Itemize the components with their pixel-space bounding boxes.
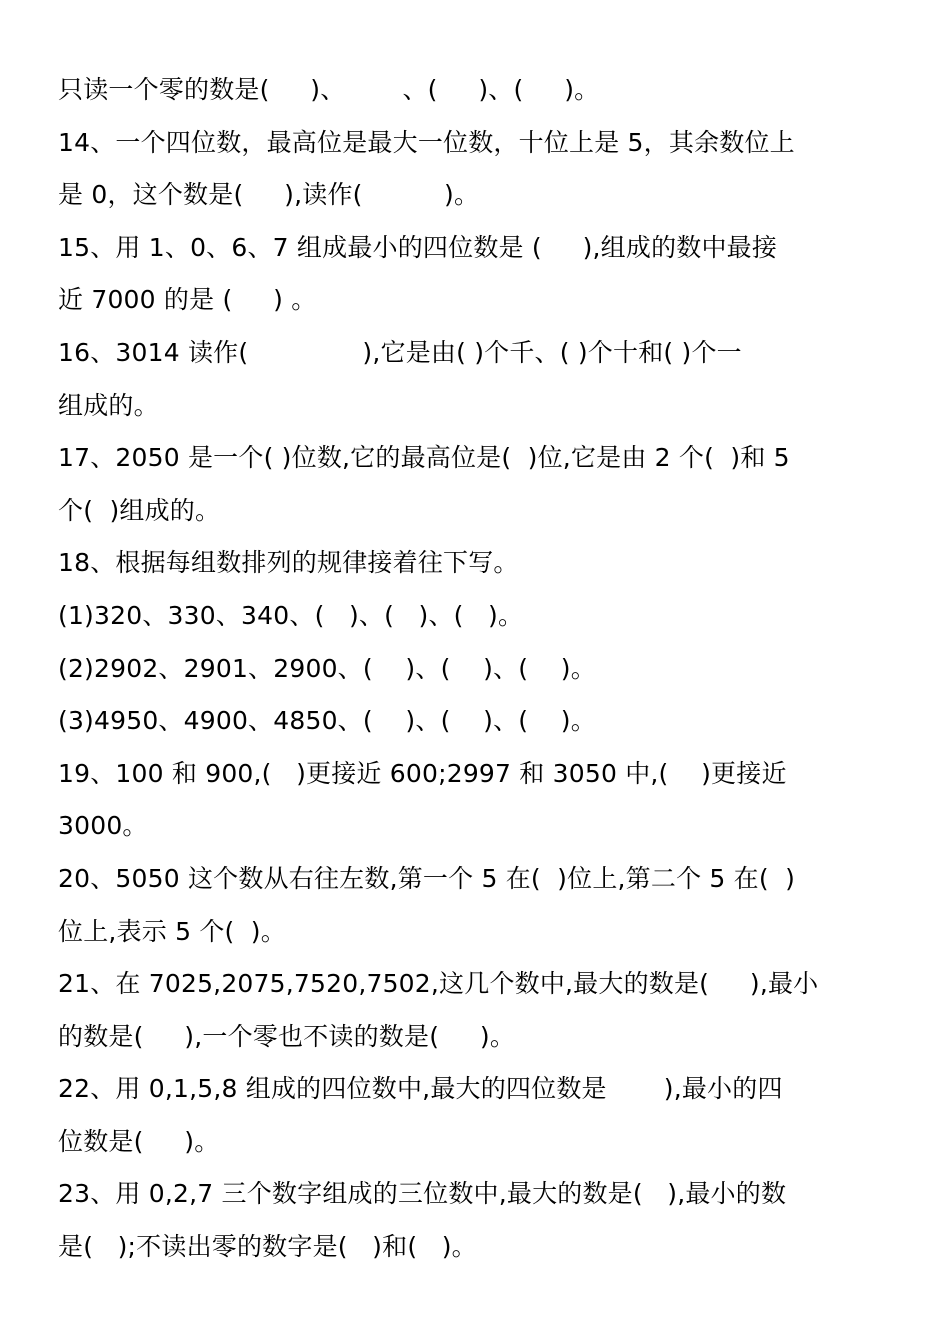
question-21: 21、在 7025,2075,7520,7502,这几个数中,最大的数是( ),最小 [58,969,819,999]
question-21-cont: 的数是( ),一个零也不读的数是( )。 [58,1021,516,1051]
question-22-cont: 位数是( )。 [58,1126,220,1156]
question-19: 19、100 和 900,( )更接近 600;2997 和 3050 中,( )更接近 [58,758,787,788]
question-17-cont: 个( )组成的。 [58,495,221,525]
question-20-cont: 位上,表示 5 个( )。 [58,916,286,946]
question-20: 20、5050 这个数从右往左数,第一个 5 在( )位上,第二个 5 在( ) [58,863,796,893]
question-18-part-3: (3)4950、4900、4850、( )、( )、( )。 [58,706,596,736]
question-23-cont: 是( );不读出零的数字是( )和( )。 [58,1232,477,1262]
question-16-cont: 组成的。 [58,390,159,420]
question-23: 23、用 0,2,7 三个数字组成的三位数中,最大的数是( ),最小的数 [58,1179,787,1209]
question-17: 17、2050 是一个( )位数,它的最高位是( )位,它是由 2 个( )和 5 [58,443,790,473]
question-18-part-1: (1)320、330、340、( )、( )、( )。 [58,600,524,630]
question-18-part-2: (2)2902、2901、2900、( )、( )、( )。 [58,653,596,683]
question-15-cont: 近 7000 的是 ( ) 。 [58,285,317,315]
question-16: 16、3014 读作( ),它是由( )个千、( )个十和( )个一 [58,337,742,367]
question-14: 14、一个四位数，最高位是最大一位数，十位上是 5，其余数位上 [58,127,795,157]
worksheet-page [58,64,898,1274]
question-15: 15、用 1、0、6、7 组成最小的四位数是 ( ),组成的数中最接 [58,232,778,262]
question-18: 18、根据每组数排列的规律接着往下写。 [58,548,519,578]
question-19-cont: 3000。 [58,811,148,841]
text-line: 只读一个零的数是( )、 、( )、( )。 [58,75,600,104]
question-22: 22、用 0,1,5,8 组成的四位数中,最大的四位数是 ),最小的四 [58,1074,783,1104]
question-14-cont: 是 0，这个数是( ),读作( )。 [58,180,480,210]
